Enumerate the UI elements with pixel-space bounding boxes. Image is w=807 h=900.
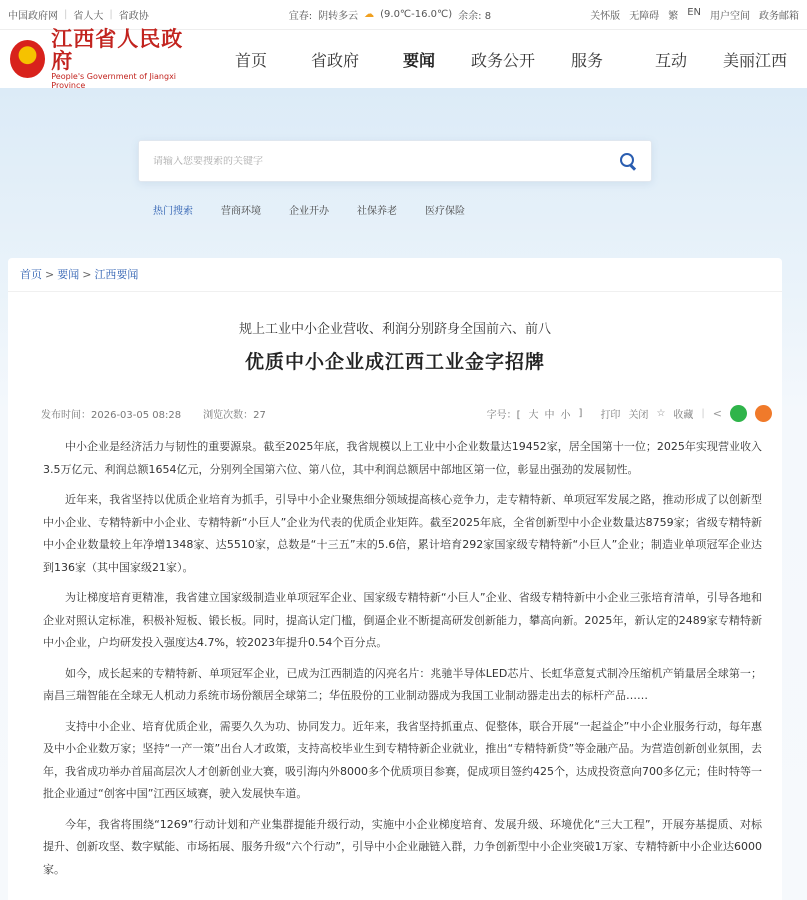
link-traditional[interactable]: 繁 bbox=[668, 11, 679, 22]
divider: | bbox=[701, 407, 705, 419]
article-paragraph: 如今，成长起来的专精特新、单项冠军企业，已成为江西制造的闪亮名片：兆驰半导体LED芯片、长虹华意复式制冷压缩机产销量居全球第一；南昌三瑞智能在全球无人机动力系统市场份额居全球第二；华伍股份的工业制动器成为我国工业制动器走出去的标杆产品…… bbox=[43, 666, 762, 702]
hot-search-item[interactable]: 营商环境 bbox=[221, 206, 261, 217]
article-body bbox=[43, 436, 762, 881]
nav-interaction[interactable]: 互动 bbox=[654, 50, 687, 70]
publish-time: 发布时间：2026-03-05 08:28 bbox=[41, 409, 182, 421]
logo-title-cn: 江西省人民政府 bbox=[51, 26, 184, 73]
weibo-share-icon[interactable] bbox=[755, 405, 772, 422]
article-paragraph: 近年来，我省坚持以优质企业培育为抓手，引导中小企业聚焦细分领域提高核心竞争力，走专精特新、单项冠军发展之路，推动形成了以创新型中小企业、专精特新中小企业、专精特新“小巨人”企业为代表的优质企业矩阵。截至2025年底，全省创新型中小企业数量达8759家；省级专精特新中小企业数量较上年净增1348家、达5510家，总数是“十三五”末的5.6倍，累计培育292家国家级专精特新“小巨人”企业；制造业单项冠军企业达到136家（其中国家级21家）。 bbox=[43, 493, 762, 574]
search-input[interactable] bbox=[153, 156, 619, 167]
font-size-large[interactable]: 大 bbox=[528, 409, 539, 421]
close-button[interactable]: 关闭 bbox=[628, 409, 649, 421]
collect-button[interactable]: 收藏 bbox=[673, 409, 694, 421]
link-gov-mail[interactable]: 政务邮箱 bbox=[759, 11, 799, 22]
link-care-mode[interactable]: 关怀版 bbox=[590, 11, 621, 22]
article-paragraph: 今年，我省将围绕“1269”行动计划和产业集群提能升级行动，实施中小企业梯度培育、发展升级、环境优化“三大工程”，开展夯基提质、对标提升、创新攻坚、数字赋能、市场拓展、服务升级“六个行动”，引导中小企业融链入群，力争创新型中小企业突破1万家、专精特新中小企业达6000家。 bbox=[43, 817, 762, 876]
article-meta bbox=[41, 404, 772, 422]
wechat-share-icon[interactable] bbox=[730, 405, 747, 422]
weather-temp: (9.0℃-16.0℃) bbox=[380, 9, 453, 20]
hot-search-item[interactable]: 企业开办 bbox=[289, 206, 329, 217]
star-icon[interactable]: ☆ bbox=[656, 407, 666, 419]
link-user-space[interactable]: 用户空间 bbox=[710, 11, 750, 22]
hot-search-item[interactable]: 社保养老 bbox=[357, 206, 397, 217]
article-subtitle: 规上工业中小企业营收、利润分别跻身全国前六、前八 bbox=[238, 322, 551, 337]
weather-city: 宜春: bbox=[288, 11, 313, 22]
breadcrumb: 首页 > 要闻 > 江西要闻 bbox=[8, 258, 782, 292]
logo-title-en: People's Government of Jiangxi Province bbox=[51, 72, 177, 90]
nav-province-gov[interactable]: 省政府 bbox=[310, 50, 359, 70]
print-button[interactable]: 打印 bbox=[600, 409, 621, 421]
nav-services[interactable]: 服务 bbox=[570, 50, 603, 70]
nav-beautiful-jiangxi[interactable]: 美丽江西 bbox=[722, 50, 787, 70]
view-count: 浏览次数：27 bbox=[203, 409, 266, 421]
national-emblem-icon bbox=[10, 40, 45, 78]
font-size-small[interactable]: 小 bbox=[560, 409, 571, 421]
site-logo[interactable] bbox=[10, 28, 201, 90]
article-paragraph: 中小企业是经济活力与韧性的重要源泉。截至2025年底，我省规模以上工业中小企业数量达19452家，居全国第十一位；2025年实现营业收入3.5万亿元、利润总额1654亿元，分别列全国第六位、第八位，其中利润总额居中部地区第一位，彰显出强劲的发展韧性。 bbox=[43, 440, 762, 476]
link-npc[interactable]: 省人大 bbox=[73, 11, 104, 22]
weather-extra: 余余: 8 bbox=[458, 11, 492, 22]
link-gov-cn[interactable]: 中国政府网 bbox=[8, 11, 58, 22]
link-english[interactable]: EN bbox=[687, 7, 701, 18]
breadcrumb-news[interactable]: 要闻 bbox=[57, 268, 80, 281]
article-title: 优质中小企业成江西工业金字招牌 bbox=[244, 351, 545, 373]
link-accessibility[interactable]: 无障碍 bbox=[629, 11, 660, 22]
font-size-medium[interactable]: 中 bbox=[544, 409, 555, 421]
hot-search bbox=[153, 202, 465, 217]
breadcrumb-jiangxi-news[interactable]: 江西要闻 bbox=[94, 268, 139, 281]
top-utility-bar: 中国政府网 | 省人大 | 省政协 宜春: 阴转多云 ☁ (9.0℃-16.0℃) 余余: 8 关怀版 无障碍 繁 EN 用户空间 政务邮箱 bbox=[0, 0, 807, 30]
main-nav bbox=[209, 48, 797, 71]
search-icon[interactable] bbox=[619, 152, 637, 170]
hot-search-title: 热门搜索 bbox=[153, 206, 193, 217]
link-cppcc[interactable]: 省政协 bbox=[118, 11, 149, 22]
article-card bbox=[8, 258, 782, 900]
nav-home[interactable]: 首页 bbox=[234, 50, 267, 70]
share-icon[interactable]: < bbox=[712, 406, 722, 420]
font-size-label-end: ] bbox=[578, 407, 583, 419]
weather-widget bbox=[289, 7, 491, 22]
breadcrumb-home[interactable]: 首页 bbox=[20, 268, 42, 281]
article-paragraph: 为让梯度培育更精准，我省建立国家级制造业单项冠军企业、国家级专精特新“小巨人”企业、省级专精特新中小企业三张培育清单，引导各地和企业对照认定标准，积极补短板、锻长板。同时，提高认定门槛，倒逼企业不断提高研发创新能力，攀高向新。2025年，新认定的2489家专精特新中小企业，户均研发投入强度达4.7%，较2023年提升0.54个百分点。 bbox=[43, 591, 762, 649]
font-size-label: 字号：[ bbox=[486, 409, 521, 421]
weather-cloud-sun-icon: ☁ bbox=[364, 9, 375, 20]
site-header bbox=[0, 26, 807, 90]
hot-search-item[interactable]: 医疗保险 bbox=[425, 206, 465, 217]
nav-gov-affairs[interactable]: 政务公开 bbox=[470, 50, 535, 70]
article-paragraph: 支持中小企业、培育优质企业，需要久久为功、协同发力。近年来，我省坚持抓重点、促整体，联合开展“一起益企”中小企业服务行动，每年惠及中小企业数万家；坚持“一产一策”出台人才政策，支持高校毕业生到专精特新企业就业，推出“专精特新贷”等金融产品。为营造创新创业氛围，去年，我省成功举办首届高层次人才创新创业大赛，吸引海内外8000多个优质项目参赛，促成项目签约425个，达成投资意向700多亿元；佳时特等一批企业通过“创客中国”江西区域赛，驶入发展快车道。 bbox=[43, 719, 762, 800]
nav-news[interactable]: 要闻 bbox=[402, 50, 435, 70]
search-bar bbox=[138, 140, 652, 182]
weather-desc: 阴转多云 bbox=[318, 11, 359, 22]
